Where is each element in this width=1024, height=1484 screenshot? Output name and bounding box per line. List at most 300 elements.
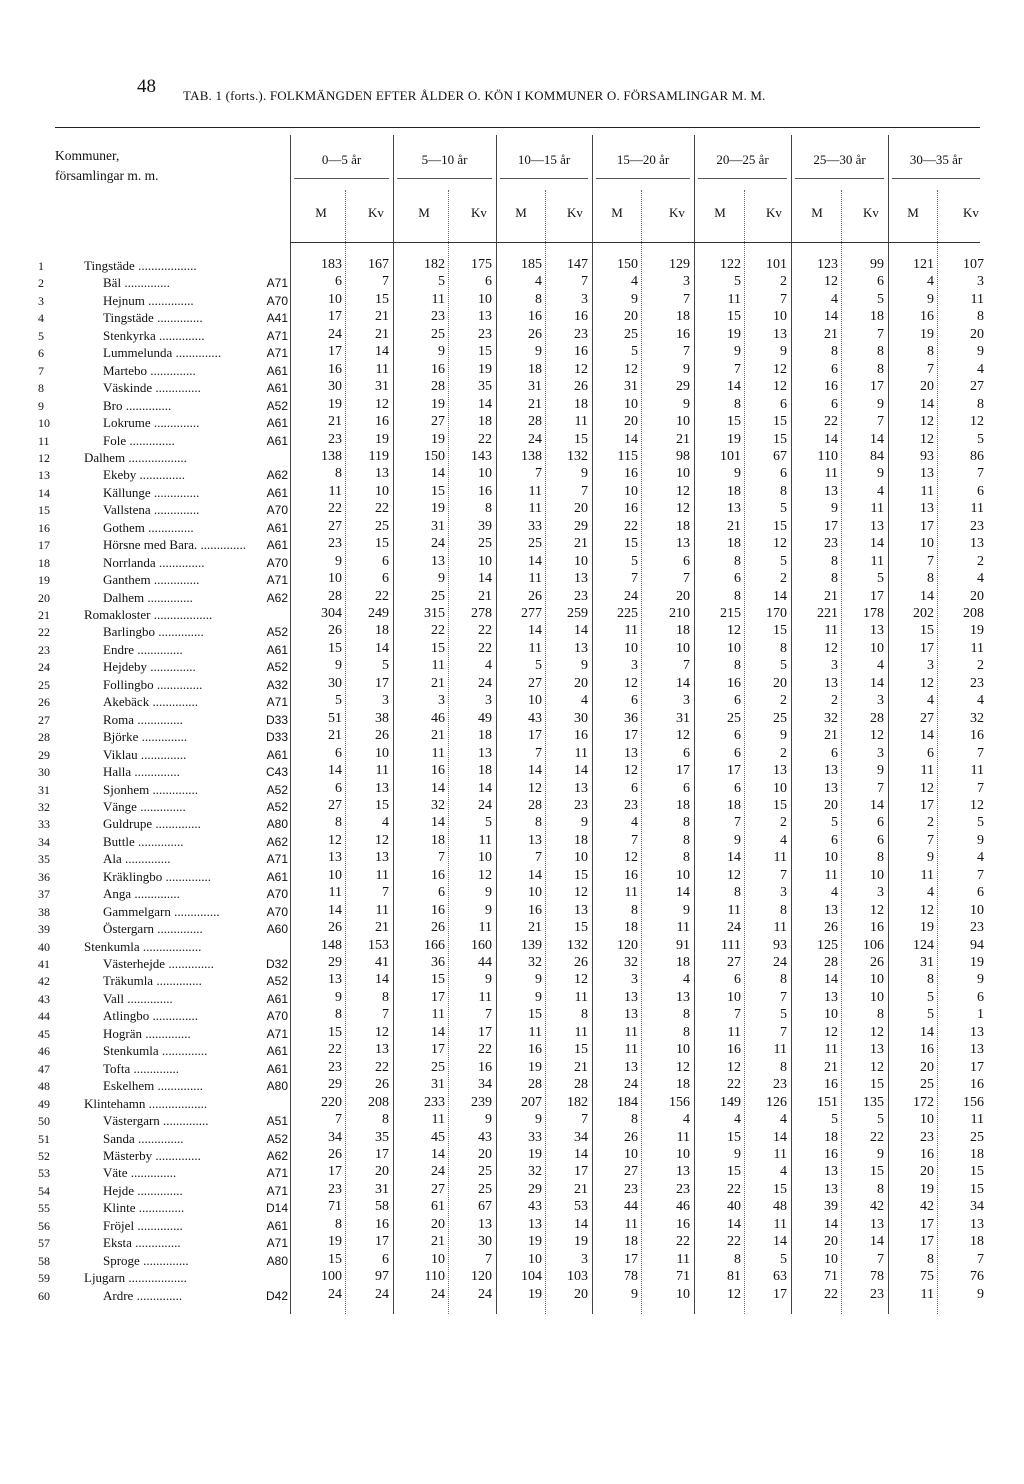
cell-female: 24: [478, 797, 492, 813]
cell-female: 8: [977, 396, 984, 412]
leader-dots: ..............: [158, 1043, 208, 1059]
cell-female: 12: [676, 728, 690, 744]
cell-male: 10: [328, 291, 342, 307]
forsamling-name: Hejnum ..............: [103, 292, 194, 308]
cell-male: 21: [431, 1234, 445, 1250]
cell-male: 23: [624, 1181, 638, 1197]
cell-male: 8: [535, 815, 542, 831]
cell-male: 125: [817, 937, 838, 953]
cell-male: 27: [528, 675, 542, 691]
cell-male: 27: [328, 797, 342, 813]
forsamling-name: Fröjel ..............: [103, 1217, 183, 1233]
cell-female: 20: [970, 588, 984, 604]
sex-label-m: M: [811, 205, 823, 220]
cell-female: 18: [676, 797, 690, 813]
leader-dots: ..............: [155, 624, 204, 640]
parish-code: A52: [266, 398, 288, 413]
cell-female: 11: [375, 867, 389, 883]
cell-male: 9: [535, 344, 542, 360]
sex-label-kv: Kv: [963, 205, 979, 220]
cell-female: 9: [683, 361, 690, 377]
parish-code: A70: [266, 887, 288, 902]
cell-female: 9: [877, 396, 884, 412]
cell-male: 7: [734, 1007, 741, 1023]
cell-male: 15: [727, 309, 741, 325]
forsamling-name: Tofta ..............: [103, 1060, 179, 1076]
cell-female: 26: [574, 379, 588, 395]
cell-female: 4: [581, 693, 588, 709]
parish-code: A80: [266, 1079, 288, 1094]
cell-male: 9: [535, 1112, 542, 1128]
cell-male: 22: [328, 1042, 342, 1058]
forsamling-name: Norrlanda ..............: [103, 554, 205, 570]
cell-female: 10: [676, 466, 690, 482]
cell-female: 8: [382, 989, 389, 1005]
cell-female: 9: [877, 763, 884, 779]
cell-male: 33: [528, 518, 542, 534]
forsamling-name: Follingbo ..............: [103, 676, 203, 692]
leader-dots: ..............: [134, 711, 183, 727]
row-number: 47: [38, 1061, 50, 1076]
cell-female: 15: [970, 1164, 984, 1180]
parish-code: A61: [266, 1218, 288, 1233]
row-number: 5: [38, 328, 44, 343]
cell-male: 19: [528, 1059, 542, 1075]
cell-male: 10: [528, 1251, 542, 1267]
row-number: 11: [38, 433, 50, 448]
cell-female: 10: [970, 902, 984, 918]
cell-male: 14: [824, 431, 838, 447]
cell-female: 41: [375, 955, 389, 970]
cell-male: 24: [328, 326, 342, 342]
cell-male: 12: [624, 850, 638, 866]
forsamling-name: Väte ..............: [103, 1165, 177, 1181]
cell-male: 8: [734, 658, 741, 674]
cell-male: 18: [727, 797, 741, 813]
cell-female: 2: [780, 693, 787, 709]
forsamling-name: Eksta ..............: [103, 1235, 181, 1251]
leader-dots: ..............: [149, 1008, 198, 1024]
cell-female: 23: [970, 920, 984, 936]
cell-female: 7: [485, 1007, 492, 1023]
cell-male: 9: [927, 291, 934, 307]
cell-female: 14: [574, 1216, 588, 1232]
cell-female: 6: [683, 780, 690, 796]
cell-female: 14: [870, 797, 884, 813]
cell-female: 239: [471, 1094, 492, 1110]
cell-male: 15: [431, 972, 445, 988]
leader-dots: ..............: [155, 554, 205, 570]
row-number: 4: [38, 311, 44, 326]
row-number: 30: [38, 765, 50, 780]
forsamling-name: Martebo ..............: [103, 362, 196, 378]
cell-female: 63: [773, 1269, 787, 1285]
cell-male: 10: [528, 693, 542, 709]
cell-female: 11: [870, 553, 884, 569]
cell-female: 12: [870, 1059, 884, 1075]
cell-male: 17: [727, 763, 741, 779]
cell-female: 3: [683, 274, 690, 290]
cell-male: 14: [727, 379, 741, 395]
cell-female: 20: [574, 1286, 588, 1302]
cell-male: 24: [624, 588, 638, 604]
cell-male: 13: [528, 1216, 542, 1232]
parish-code: A70: [266, 1009, 288, 1024]
leader-dots: ..............: [153, 676, 203, 692]
cell-male: 11: [328, 483, 342, 499]
leader-dots: ..............: [122, 397, 172, 413]
cell-male: 19: [727, 326, 741, 342]
cell-female: 42: [870, 1199, 884, 1215]
cell-male: 12: [920, 675, 934, 691]
row-number: 56: [38, 1218, 50, 1233]
cell-male: 304: [321, 606, 342, 621]
cell-male: 9: [438, 571, 445, 587]
row-number: 15: [38, 503, 50, 518]
cell-female: 98: [676, 448, 690, 464]
cell-female: 14: [574, 763, 588, 779]
cell-female: 175: [471, 257, 492, 272]
cell-male: 10: [824, 1007, 838, 1023]
cell-female: 19: [574, 1234, 588, 1250]
cell-male: 16: [624, 466, 638, 482]
cell-male: 8: [831, 571, 838, 587]
cell-female: 28: [574, 1077, 588, 1093]
row-number: 43: [38, 991, 50, 1006]
age-group-rule: [892, 178, 980, 179]
cell-female: 53: [574, 1199, 588, 1215]
cell-female: 15: [773, 431, 787, 447]
cell-male: 13: [328, 850, 342, 866]
cell-female: 6: [877, 274, 884, 290]
cell-female: 10: [676, 867, 690, 883]
cell-male: 31: [920, 955, 934, 970]
cell-male: 17: [624, 728, 638, 744]
forsamling-name: Vall ..............: [103, 990, 173, 1006]
row-number: 60: [38, 1288, 50, 1303]
cell-female: 11: [773, 850, 787, 866]
cell-male: 15: [727, 1129, 741, 1145]
cell-male: 25: [920, 1077, 934, 1093]
parish-code: A71: [266, 852, 288, 867]
cell-male: 8: [927, 571, 934, 587]
cell-female: 30: [574, 710, 588, 726]
cell-male: 9: [631, 291, 638, 307]
cell-female: 4: [977, 571, 984, 587]
cell-male: 21: [431, 675, 445, 691]
cell-female: 23: [970, 518, 984, 534]
leader-dots: ..............: [150, 572, 200, 588]
age-group-rule: [500, 178, 588, 179]
forsamling-name: Bäl ..............: [103, 275, 170, 291]
cell-female: 78: [870, 1269, 884, 1285]
cell-male: 13: [624, 989, 638, 1005]
cell-male: 4: [631, 815, 638, 831]
cell-female: 278: [471, 606, 492, 621]
cell-female: 23: [773, 1077, 787, 1093]
parish-code: A71: [266, 328, 288, 343]
cell-female: 94: [970, 937, 984, 953]
cell-female: 6: [382, 1251, 389, 1267]
cell-male: 17: [528, 728, 542, 744]
cell-female: 19: [478, 361, 492, 377]
row-number: 1: [38, 259, 44, 273]
cell-female: 11: [970, 291, 984, 307]
cell-male: 21: [824, 1059, 838, 1075]
cell-male: 8: [927, 972, 934, 988]
row-number: 53: [38, 1166, 50, 1181]
cell-female: 7: [581, 483, 588, 499]
cell-male: 225: [617, 606, 638, 621]
parish-code: A80: [266, 1253, 288, 1268]
cell-male: 124: [913, 937, 934, 953]
forsamling-name: Lummelunda ..............: [103, 345, 222, 361]
cell-male: 9: [631, 1286, 638, 1302]
cell-male: 11: [824, 867, 838, 883]
forsamling-name: Ganthem ..............: [103, 572, 200, 588]
cell-male: 32: [624, 955, 638, 970]
cell-female: 23: [870, 1286, 884, 1302]
parish-code: A61: [266, 381, 288, 396]
cell-male: 5: [535, 658, 542, 674]
cell-male: 19: [920, 326, 934, 342]
cell-female: 12: [676, 501, 690, 517]
parish-code: A61: [266, 416, 288, 431]
row-number: 21: [38, 608, 50, 622]
cell-male: 34: [328, 1129, 342, 1145]
age-group-label: 10—15 år: [517, 152, 571, 167]
cell-female: 2: [780, 745, 787, 761]
sex-label-kv: Kv: [766, 205, 782, 220]
cell-female: 18: [478, 763, 492, 779]
cell-male: 5: [831, 1112, 838, 1128]
cell-male: 17: [328, 344, 342, 360]
cell-male: 25: [431, 588, 445, 604]
cell-male: 12: [528, 780, 542, 796]
cell-male: 6: [831, 745, 838, 761]
cell-female: 17: [870, 379, 884, 395]
cell-male: 17: [328, 309, 342, 325]
cell-female: 153: [368, 937, 389, 953]
cell-male: 13: [824, 675, 838, 691]
cell-female: 15: [870, 1164, 884, 1180]
cell-female: 9: [780, 344, 787, 360]
cell-male: 27: [431, 414, 445, 430]
parish-code: A61: [266, 991, 288, 1006]
cell-female: 1: [977, 1007, 984, 1023]
row-number: 19: [38, 573, 50, 588]
cell-female: 10: [773, 780, 787, 796]
cell-male: 183: [321, 257, 342, 272]
cell-female: 2: [977, 658, 984, 674]
cell-male: 44: [624, 1199, 638, 1215]
leader-dots: ..............: [137, 746, 187, 762]
cell-female: 18: [676, 955, 690, 970]
cell-male: 17: [431, 1042, 445, 1058]
cell-female: 21: [676, 431, 690, 447]
cell-male: 11: [920, 763, 934, 779]
row-number: 23: [38, 642, 50, 657]
cell-male: 9: [438, 344, 445, 360]
cell-female: 7: [683, 344, 690, 360]
leader-dots: ..............: [147, 659, 196, 675]
cell-male: 8: [734, 553, 741, 569]
parish-code: A61: [266, 642, 288, 657]
leader-dots: ..............: [170, 903, 220, 919]
leader-dots: ..............: [144, 589, 193, 605]
cell-male: 8: [734, 396, 741, 412]
cell-female: 9: [780, 728, 787, 744]
leader-dots: ..............: [133, 1287, 183, 1303]
cell-male: 8: [734, 885, 741, 901]
cell-male: 185: [521, 257, 542, 272]
forsamling-name: Sanda ..............: [103, 1130, 184, 1146]
cell-female: 17: [870, 588, 884, 604]
leader-dots: ..............: [149, 781, 198, 797]
cell-male: 5: [927, 989, 934, 1005]
cell-female: 26: [870, 955, 884, 970]
cell-female: 21: [375, 326, 389, 342]
cell-male: 10: [328, 867, 342, 883]
cell-male: 16: [824, 379, 838, 395]
forsamling-name: Björke ..............: [103, 729, 188, 745]
parish-code: A52: [266, 782, 288, 797]
cell-female: 23: [970, 675, 984, 691]
cell-female: 22: [478, 640, 492, 656]
cell-male: 24: [624, 1077, 638, 1093]
cell-male: 13: [624, 745, 638, 761]
cell-female: 34: [574, 1129, 588, 1145]
cell-male: 9: [831, 501, 838, 517]
cell-male: 14: [920, 728, 934, 744]
cell-female: 9: [683, 396, 690, 412]
cell-female: 10: [478, 466, 492, 482]
cell-male: 12: [624, 763, 638, 779]
cell-male: 16: [624, 867, 638, 883]
cell-female: 8: [382, 1112, 389, 1128]
forsamling-name: Ardre ..............: [103, 1287, 183, 1303]
cell-female: 15: [375, 291, 389, 307]
cell-male: 8: [631, 1112, 638, 1128]
cell-male: 17: [624, 1251, 638, 1267]
cell-male: 19: [528, 1286, 542, 1302]
cell-male: 26: [624, 1129, 638, 1145]
leader-dots: ..............: [197, 537, 246, 553]
leader-dots: ..............: [131, 764, 180, 780]
cell-female: 26: [375, 728, 389, 744]
cell-female: 9: [485, 902, 492, 918]
cell-male: 7: [535, 466, 542, 482]
cell-female: 210: [669, 606, 690, 621]
parish-code: A52: [266, 1131, 288, 1146]
cell-female: 6: [780, 466, 787, 482]
leader-dots: ..................: [145, 1095, 208, 1111]
cell-male: 9: [535, 989, 542, 1005]
cell-male: 25: [624, 326, 638, 342]
cell-female: 14: [574, 623, 588, 639]
cell-female: 208: [368, 1094, 389, 1110]
sex-label-kv: Kv: [863, 205, 879, 220]
parish-code: A32: [266, 677, 288, 692]
cell-female: 12: [870, 902, 884, 918]
cell-male: 30: [328, 675, 342, 691]
cell-male: 40: [727, 1199, 741, 1215]
cell-female: 4: [877, 658, 884, 674]
cell-male: 16: [920, 1042, 934, 1058]
cell-female: 12: [375, 832, 389, 848]
cell-female: 4: [977, 693, 984, 709]
cell-female: 8: [877, 361, 884, 377]
cell-female: 10: [375, 483, 389, 499]
cell-male: 13: [431, 553, 445, 569]
cell-male: 7: [535, 850, 542, 866]
cell-male: 22: [624, 518, 638, 534]
cell-female: 8: [683, 1024, 690, 1040]
cell-female: 22: [478, 1042, 492, 1058]
cell-female: 13: [574, 902, 588, 918]
cell-male: 11: [920, 867, 934, 883]
cell-female: 9: [581, 815, 588, 831]
forsamling-name: Halla ..............: [103, 764, 180, 780]
leader-dots: ..............: [121, 851, 171, 867]
cell-female: 15: [773, 518, 787, 534]
cell-male: 22: [328, 501, 342, 517]
leader-dots: ..............: [136, 798, 186, 814]
row-number: 26: [38, 695, 50, 710]
cell-female: 10: [574, 553, 588, 569]
cell-male: 71: [328, 1199, 342, 1215]
cell-female: 19: [375, 431, 389, 447]
forsamling-name: Klinte ..............: [103, 1200, 185, 1216]
cell-male: 17: [920, 518, 934, 534]
leader-dots: ..............: [153, 973, 202, 989]
cell-male: 19: [528, 1234, 542, 1250]
cell-female: 8: [485, 501, 492, 517]
cell-female: 4: [780, 832, 787, 848]
cell-male: 29: [528, 1181, 542, 1197]
cell-female: 31: [375, 379, 389, 395]
cell-male: 11: [624, 1042, 638, 1058]
cell-female: 103: [567, 1269, 588, 1285]
cell-male: 13: [727, 501, 741, 517]
cell-female: 22: [478, 623, 492, 639]
forsamling-name: Eskelhem ..............: [103, 1078, 204, 1094]
leader-dots: ..............: [153, 310, 203, 326]
cell-female: 14: [870, 431, 884, 447]
cell-male: 14: [528, 623, 542, 639]
forsamling-name: Dalhem ..............: [103, 589, 193, 605]
cell-male: 5: [631, 344, 638, 360]
cell-female: 9: [683, 902, 690, 918]
cell-male: 6: [734, 972, 741, 988]
cell-female: 8: [877, 850, 884, 866]
cell-male: 31: [624, 379, 638, 395]
cell-female: 11: [773, 920, 787, 936]
cell-female: 7: [683, 291, 690, 307]
cell-male: 12: [328, 832, 342, 848]
parish-code: A61: [266, 747, 288, 762]
cell-female: 20: [574, 501, 588, 517]
cell-male: 9: [734, 832, 741, 848]
cell-female: 16: [676, 1216, 690, 1232]
cell-male: 26: [528, 326, 542, 342]
cell-male: 138: [521, 448, 542, 464]
cell-male: 13: [824, 1164, 838, 1180]
cell-female: 8: [683, 850, 690, 866]
cell-male: 24: [328, 1286, 342, 1302]
row-number: 38: [38, 904, 50, 919]
cell-female: 29: [676, 379, 690, 395]
